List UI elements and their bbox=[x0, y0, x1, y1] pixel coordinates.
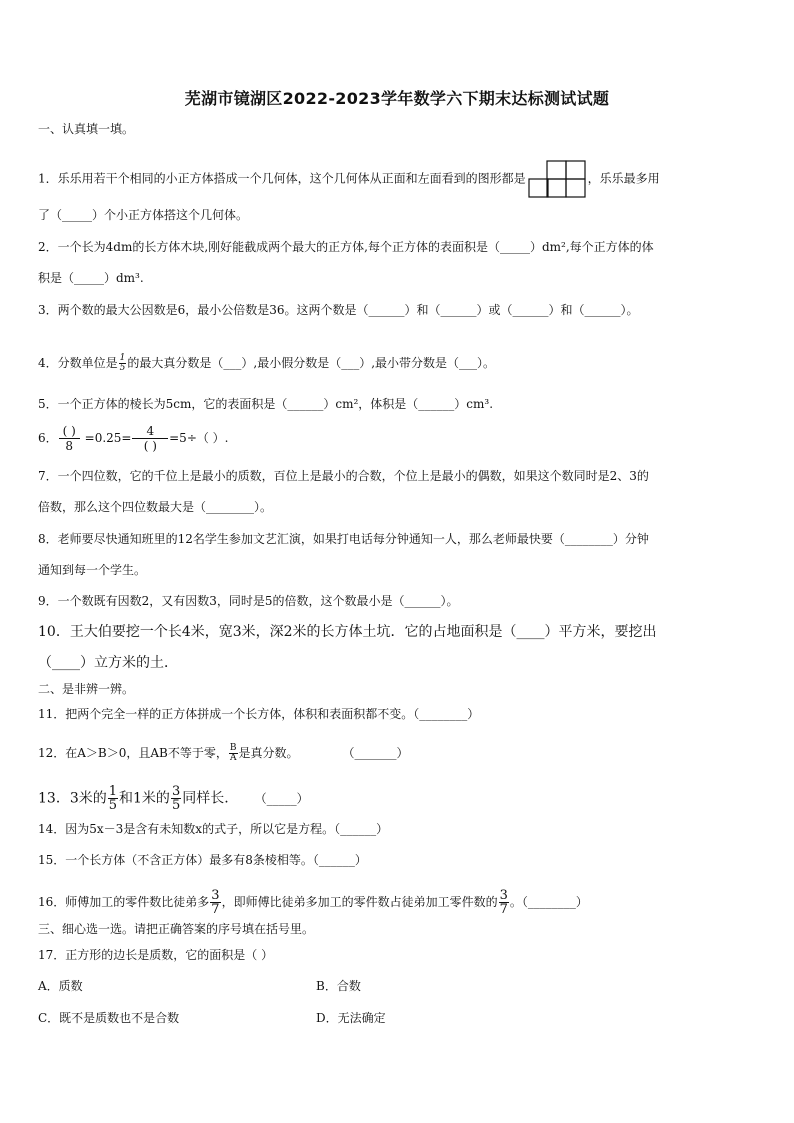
question-4-text-a: 4．分数单位是 bbox=[38, 356, 118, 370]
question-13-answer-blank: （_____） bbox=[254, 791, 309, 806]
question-1-line-1 bbox=[38, 160, 660, 198]
fraction-denominator: 8 bbox=[65, 439, 74, 453]
question-10-line-2: （____）立方米的土． bbox=[38, 655, 178, 671]
fraction-numerator: 3 bbox=[171, 784, 181, 799]
question-8-line-1: 8．老师要尽快通知班里的12名学生参加文艺汇演，如果打电话每分钟通知一人，那么老师最快要（________）分钟 bbox=[38, 532, 649, 546]
fraction-denominator: 5 bbox=[108, 798, 118, 813]
question-17-option-d: D．无法确定 bbox=[316, 1011, 386, 1025]
question-6-mid: =0.25= bbox=[84, 431, 132, 445]
question-13-text-a: 13．3米的 bbox=[38, 790, 107, 807]
fraction-numerator: 3 bbox=[499, 888, 508, 903]
section-heading-2: 二、是非辨一辨。 bbox=[38, 682, 135, 696]
question-4-text-b: 的最大真分数是（___）,最小假分数是（___）,最小带分数是（___）。 bbox=[127, 356, 496, 370]
question-4 bbox=[38, 354, 495, 373]
fraction-denominator: 7 bbox=[211, 902, 220, 917]
question-1-text-b: ，乐乐最多用 bbox=[587, 171, 660, 186]
three-view-grid-figure bbox=[528, 160, 586, 198]
question-5: 5．一个正方体的棱长为5cm，它的表面积是（______）cm²，体积是（______）cm³. bbox=[38, 397, 494, 411]
fraction-numerator: ( ) bbox=[59, 424, 80, 439]
question-6-fraction-2 bbox=[132, 424, 168, 453]
question-6-end: =5÷（ ）. bbox=[169, 431, 229, 445]
fraction-numerator: B bbox=[229, 743, 237, 753]
question-17-option-b: B．合数 bbox=[316, 979, 361, 993]
question-12 bbox=[38, 744, 409, 763]
question-12-text-b: 是真分数。 bbox=[238, 746, 299, 760]
question-16-text-c: 。（________） bbox=[509, 895, 588, 909]
question-1-line-2: 了（_____）个小正方体搭这个几何体。 bbox=[38, 208, 249, 222]
question-12-answer-blank: （_______） bbox=[342, 746, 409, 760]
fraction-numerator: 1 bbox=[108, 784, 118, 799]
question-17-option-c: C．既不是质数也不是合数 bbox=[38, 1011, 180, 1025]
section-heading-1: 一、认真填一填。 bbox=[38, 122, 135, 136]
question-2-line-2: 积是（_____）dm³. bbox=[38, 271, 144, 285]
question-16 bbox=[38, 889, 588, 916]
fraction-denominator: 7 bbox=[499, 902, 508, 917]
question-15: 15．一个长方体（不含正方体）最多有8条棱相等。（______） bbox=[38, 853, 367, 867]
fraction-numerator: 1 bbox=[119, 353, 126, 363]
question-7-line-2: 倍数，那么这个四位数最大是（________）。 bbox=[38, 500, 273, 514]
question-16-fraction-2 bbox=[499, 889, 509, 916]
question-16-text-a: 16．师傅加工的零件数比徒弟多 bbox=[38, 895, 210, 909]
fraction-denominator: A bbox=[229, 753, 237, 763]
question-1-text-a: 1．乐乐用若干个相同的小正方体搭成一个几何体，这个几何体从正面和左面看到的图形都是 bbox=[38, 171, 526, 186]
question-6-fraction-1 bbox=[59, 424, 80, 453]
question-14: 14．因为5x－3是含有未知数x的式子，所以它是方程。（______） bbox=[38, 822, 389, 836]
fraction-numerator: 3 bbox=[211, 888, 220, 903]
question-13-text-c: 同样长. bbox=[182, 790, 229, 807]
section-heading-3: 三、细心选一选。请把正确答案的序号填在括号里。 bbox=[38, 922, 315, 936]
question-3: 3．两个数的最大公因数是6，最小公倍数是36。这两个数是（______）和（______）或（______）和（______）。 bbox=[38, 303, 639, 317]
question-17-option-a: A．质数 bbox=[38, 979, 83, 993]
question-13 bbox=[38, 785, 309, 812]
question-6-lead: 6． bbox=[38, 431, 58, 445]
question-10-line-1: 10．王大伯要挖一个长4米，宽3米，深2米的长方体土坑．它的占地面积是（____）平方米，要挖出 bbox=[38, 624, 657, 640]
fraction-numerator: 4 bbox=[132, 424, 168, 439]
question-17: 17．正方形的边长是质数，它的面积是（ ） bbox=[38, 948, 274, 962]
question-13-fraction-2 bbox=[171, 785, 181, 812]
question-7-line-1: 7．一个四位数，它的千位上是最小的质数，百位上是最小的合数，个位上是最小的偶数，如果这个数同时是2、3的 bbox=[38, 469, 649, 483]
fraction-denominator: 5 bbox=[171, 798, 181, 813]
question-16-fraction-1 bbox=[210, 889, 220, 916]
question-11: 11．把两个完全一样的正方体拼成一个长方体，体积和表面积都不变。（________） bbox=[38, 707, 480, 721]
question-4-fraction bbox=[119, 354, 127, 373]
question-8-line-2: 通知到每一个学生。 bbox=[38, 563, 147, 577]
question-2-line-1: 2．一个长为4dm的长方体木块,刚好能截成两个最大的正方体,每个正方体的表面积是（_____）dm²,每个正方体的体 bbox=[38, 240, 654, 254]
question-13-text-b: 和1米的 bbox=[119, 790, 170, 807]
page-title: 芜湖市镜湖区2022-2023学年数学六下期末达标测试试题 bbox=[184, 89, 610, 108]
question-9: 9．一个数既有因数2，又有因数3，同时是5的倍数，这个数最小是（______）。 bbox=[38, 594, 459, 608]
question-12-text-a: 12．在A＞B＞0，且AB不等于零， bbox=[38, 746, 228, 760]
fraction-denominator: 5 bbox=[119, 363, 126, 373]
question-16-text-b: ，即师傅比徒弟多加工的零件数占徒弟加工零件数的 bbox=[221, 895, 498, 909]
question-13-fraction-1 bbox=[108, 785, 118, 812]
question-6 bbox=[38, 424, 229, 453]
question-12-fraction bbox=[229, 744, 238, 763]
fraction-denominator: ( ) bbox=[143, 439, 157, 453]
